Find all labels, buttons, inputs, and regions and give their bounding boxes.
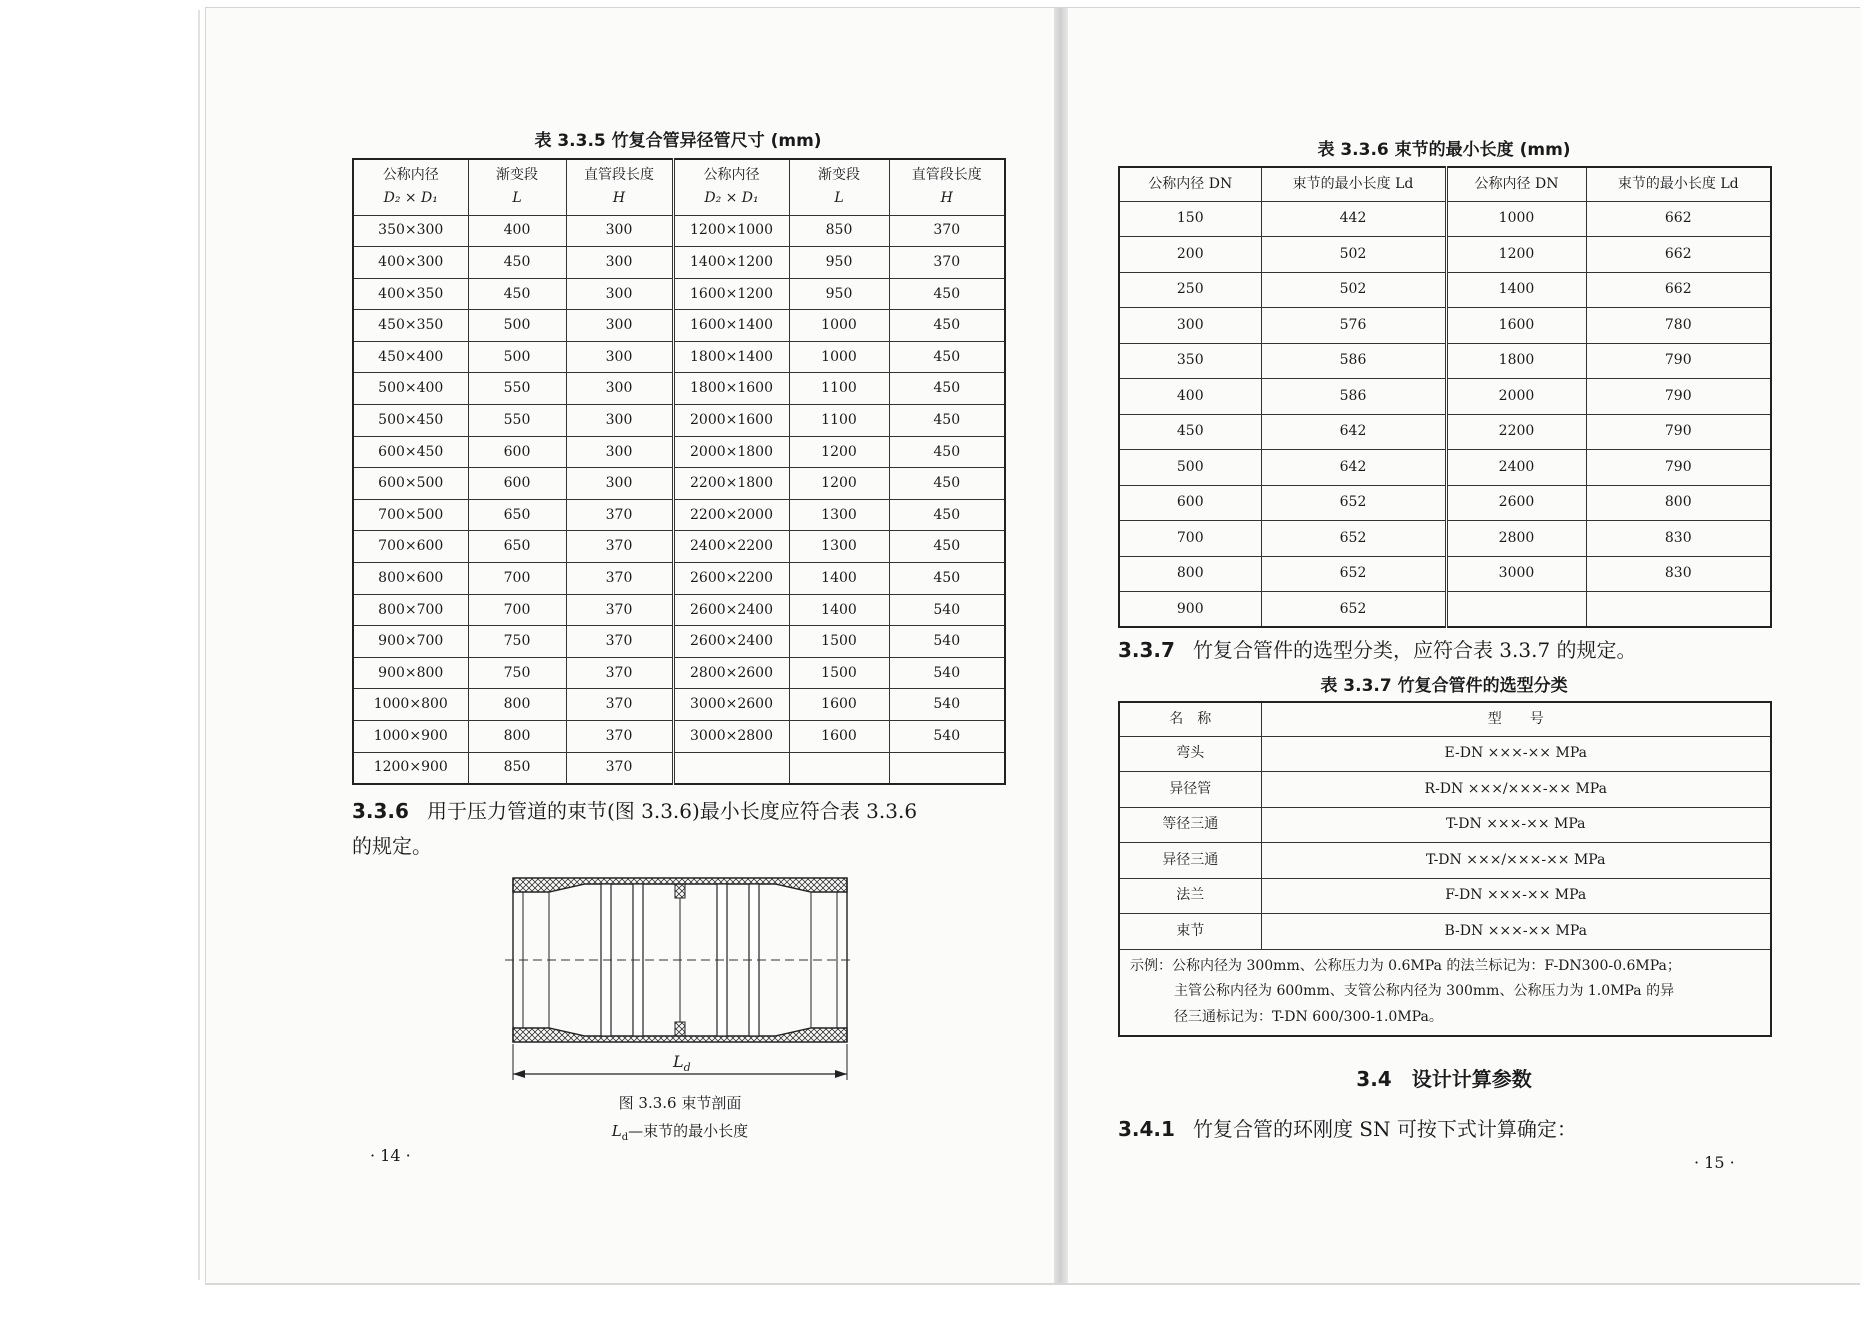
table-cell: 400 — [1119, 379, 1261, 415]
table-cell: 300 — [566, 247, 673, 279]
table-cell: 790 — [1586, 414, 1771, 450]
table-cell — [1446, 592, 1586, 628]
table-cell: 2200 — [1446, 414, 1586, 450]
table-row — [1119, 308, 1771, 344]
table-row — [353, 657, 1005, 689]
table-cell: 800 — [1119, 556, 1261, 592]
table-row — [1119, 414, 1771, 450]
table-cell: 450 — [889, 468, 1005, 500]
table-cell: 200 — [1119, 237, 1261, 273]
page-number-left: · 14 · — [370, 1146, 411, 1165]
table-row — [1119, 485, 1771, 521]
table-cell: 652 — [1261, 485, 1446, 521]
table-cell: 弯头 — [1119, 736, 1261, 772]
clause-text: 用于压力管道的束节(图 3.3.6)最小长度应符合表 3.3.6 — [426, 799, 918, 823]
table-cell: 800 — [468, 721, 566, 753]
table-cell: B-DN ×××-×× MPa — [1261, 914, 1771, 950]
table-row — [1119, 772, 1771, 808]
book-gutter — [1054, 8, 1068, 1283]
header-cell: 渐变段 L — [789, 159, 889, 215]
table-cell: 2600×2200 — [673, 563, 789, 595]
table-cell: 1800×1400 — [673, 341, 789, 373]
table-example-row — [1119, 949, 1771, 1036]
table-row — [353, 436, 1005, 468]
figure-legend: $L_d—$束节的最小长度 — [611, 1122, 749, 1143]
table-cell: 3000×2600 — [673, 689, 789, 721]
header-cell: 直管段长度 H — [566, 159, 673, 215]
table-row — [1119, 237, 1771, 273]
table-cell: 2600×2400 — [673, 626, 789, 658]
table-cell: 300 — [566, 405, 673, 437]
clause-text: 竹复合管的环刚度 SN 可按下式计算确定： — [1192, 1117, 1577, 1141]
table-cell: 1100 — [789, 405, 889, 437]
table-cell: 450×350 — [353, 310, 468, 342]
section-34-heading: 3.4 设计计算参数 — [1356, 1067, 1532, 1091]
header-cell: 公称内径 D₂ × D₁ — [353, 159, 468, 215]
table-row — [353, 721, 1005, 753]
table-336-title: 表 3.3.6 束节的最小长度 (mm) — [1317, 140, 1571, 160]
table-cell: 1400×1200 — [673, 247, 789, 279]
table-cell: 1800×1600 — [673, 373, 789, 405]
table-cell: 500×450 — [353, 405, 468, 437]
table-cell: 1300 — [789, 499, 889, 531]
table-cell: 800 — [1586, 485, 1771, 521]
table-row — [1119, 343, 1771, 379]
table-cell: R-DN ×××/×××-×× MPa — [1261, 772, 1771, 808]
table-335 — [352, 158, 1006, 785]
table-335-title: 表 3.3.5 竹复合管异径管尺寸 (mm) — [534, 131, 822, 151]
table-cell: 950 — [789, 247, 889, 279]
table-cell: 500 — [468, 341, 566, 373]
table-cell: 2600 — [1446, 485, 1586, 521]
table-cell: 异径三通 — [1119, 843, 1261, 879]
table-cell: 2200×2000 — [673, 499, 789, 531]
table-cell: 1600×1200 — [673, 278, 789, 310]
table-row — [1119, 201, 1771, 237]
header-cell: 公称内径 DN — [1119, 167, 1261, 201]
table-cell: 830 — [1586, 521, 1771, 557]
table-cell: 650 — [468, 499, 566, 531]
table-cell: 450 — [889, 405, 1005, 437]
table-cell: 400×350 — [353, 278, 468, 310]
table-cell: 540 — [889, 721, 1005, 753]
table-cell: 450 — [889, 436, 1005, 468]
table-cell: 异径管 — [1119, 772, 1261, 808]
header-cell: 直管段长度 H — [889, 159, 1005, 215]
table-cell: 450 — [889, 278, 1005, 310]
header-cell: 渐变段 L — [468, 159, 566, 215]
table-header-row — [1119, 167, 1771, 201]
table-row — [1119, 556, 1771, 592]
clause-336 — [352, 794, 917, 829]
table-cell: 900 — [1119, 592, 1261, 628]
table-cell: 586 — [1261, 343, 1446, 379]
table-cell: 450 — [1119, 414, 1261, 450]
table-cell: 250 — [1119, 272, 1261, 308]
table-336 — [1118, 166, 1772, 628]
table-row — [1119, 807, 1771, 843]
table-cell: 300 — [566, 310, 673, 342]
table-cell: 束节 — [1119, 914, 1261, 950]
table-row — [353, 468, 1005, 500]
table-cell: 350 — [1119, 343, 1261, 379]
table-row — [1119, 843, 1771, 879]
table-cell: 780 — [1586, 308, 1771, 344]
table-row — [1119, 878, 1771, 914]
table-cell: 370 — [566, 499, 673, 531]
table-cell: 662 — [1586, 201, 1771, 237]
table-cell: 850 — [789, 215, 889, 247]
table-cell: 1200×1000 — [673, 215, 789, 247]
table-cell — [1586, 592, 1771, 628]
table-cell: 950 — [789, 278, 889, 310]
table-cell: 600 — [468, 468, 566, 500]
table-cell: 1100 — [789, 373, 889, 405]
table-cell: 300 — [566, 373, 673, 405]
table-cell: 642 — [1261, 450, 1446, 486]
table-cell: T-DN ×××/×××-×× MPa — [1261, 843, 1771, 879]
table-cell — [889, 752, 1005, 784]
table-cell: 900×700 — [353, 626, 468, 658]
header-cell: 公称内径 D₂ × D₁ — [673, 159, 789, 215]
table-cell: 800×600 — [353, 563, 468, 595]
table-cell: 830 — [1586, 556, 1771, 592]
table-cell: 370 — [566, 689, 673, 721]
table-row — [353, 341, 1005, 373]
table-cell: 540 — [889, 626, 1005, 658]
table-cell: 1300 — [789, 531, 889, 563]
table-cell: 2400×2200 — [673, 531, 789, 563]
table-337-title: 表 3.3.7 竹复合管件的选型分类 — [1320, 676, 1568, 696]
table-cell: 600×500 — [353, 468, 468, 500]
table-cell — [673, 752, 789, 784]
table-cell: 1200×900 — [353, 752, 468, 784]
table-cell: 350×300 — [353, 215, 468, 247]
table-cell: 600×450 — [353, 436, 468, 468]
table-row — [353, 626, 1005, 658]
table-cell: 370 — [566, 657, 673, 689]
figure-caption: 图 3.3.6 束节剖面 — [618, 1094, 742, 1112]
table-cell: 500 — [468, 310, 566, 342]
table-row — [1119, 272, 1771, 308]
table-row — [353, 531, 1005, 563]
table-row — [353, 752, 1005, 784]
coupling-section-figure — [505, 870, 855, 1090]
table-row — [1119, 914, 1771, 950]
table-cell: 300 — [566, 215, 673, 247]
example-line: 示例：公称内径为 300mm、公称压力为 0.6MPa 的法兰标记为：F-DN300-0.6MPa； — [1130, 957, 1681, 974]
table-row — [353, 689, 1005, 721]
clause-text: 竹复合管件的选型分类，应符合表 3.3.7 的规定。 — [1192, 638, 1637, 662]
table-row — [1119, 379, 1771, 415]
table-cell: 450 — [889, 373, 1005, 405]
table-cell: 550 — [468, 405, 566, 437]
table-row — [1119, 521, 1771, 557]
clause-number: 3.3.7 — [1118, 638, 1175, 662]
table-row — [1119, 592, 1771, 628]
table-cell: 370 — [566, 752, 673, 784]
table-cell: 650 — [468, 531, 566, 563]
table-row — [353, 499, 1005, 531]
table-cell: 662 — [1586, 272, 1771, 308]
table-cell: 150 — [1119, 201, 1261, 237]
header-cell: 型 号 — [1261, 702, 1771, 736]
table-cell: 450×400 — [353, 341, 468, 373]
table-cell: 等径三通 — [1119, 807, 1261, 843]
table-cell: 652 — [1261, 556, 1446, 592]
table-cell: 300 — [1119, 308, 1261, 344]
table-cell: 2200×1800 — [673, 468, 789, 500]
table-cell: 2000×1800 — [673, 436, 789, 468]
table-header-row — [1119, 702, 1771, 736]
center-stop — [675, 1022, 685, 1036]
table-cell: F-DN ×××-×× MPa — [1261, 878, 1771, 914]
table-row — [1119, 736, 1771, 772]
table-cell: 3000 — [1446, 556, 1586, 592]
table-cell: 700 — [468, 563, 566, 595]
table-cell: 300 — [566, 468, 673, 500]
table-row — [353, 215, 1005, 247]
page-number-right: · 15 · — [1694, 1153, 1735, 1172]
table-cell: 642 — [1261, 414, 1446, 450]
table-cell: 2600×2400 — [673, 594, 789, 626]
table-cell: 370 — [566, 563, 673, 595]
table-cell: 370 — [566, 594, 673, 626]
table-cell: 1000×900 — [353, 721, 468, 753]
table-cell: 750 — [468, 657, 566, 689]
table-cell: 400 — [468, 215, 566, 247]
table-cell: 900×800 — [353, 657, 468, 689]
table-cell: 1600 — [789, 721, 889, 753]
center-stop — [675, 884, 685, 898]
table-row — [353, 405, 1005, 437]
table-cell: 370 — [889, 215, 1005, 247]
table-cell: 450 — [468, 247, 566, 279]
table-cell: 700 — [468, 594, 566, 626]
example-note — [1119, 949, 1771, 1036]
table-cell: 750 — [468, 626, 566, 658]
table-cell: 450 — [889, 499, 1005, 531]
table-cell: 1800 — [1446, 343, 1586, 379]
clause-number: 3.4.1 — [1118, 1117, 1175, 1141]
clause-336-continued: 的规定。 — [352, 834, 432, 858]
table-cell: 500 — [1119, 450, 1261, 486]
table-row — [353, 310, 1005, 342]
table-row — [1119, 450, 1771, 486]
table-cell: 2000×1600 — [673, 405, 789, 437]
table-cell: 550 — [468, 373, 566, 405]
table-cell: 1400 — [1446, 272, 1586, 308]
table-cell: 1000 — [789, 310, 889, 342]
table-cell: 3000×2800 — [673, 721, 789, 753]
table-header-row — [353, 159, 1005, 215]
table-cell — [789, 752, 889, 784]
table-cell: 370 — [889, 247, 1005, 279]
table-cell: 502 — [1261, 237, 1446, 273]
table-cell: 450 — [889, 310, 1005, 342]
table-cell: 370 — [566, 531, 673, 563]
table-cell: 1500 — [789, 657, 889, 689]
dimension-label: $L_d$ — [673, 1052, 691, 1074]
table-cell: 450 — [889, 341, 1005, 373]
table-cell: 540 — [889, 689, 1005, 721]
table-cell: 法兰 — [1119, 878, 1261, 914]
table-cell: 662 — [1586, 237, 1771, 273]
table-cell: 1600 — [789, 689, 889, 721]
table-cell: 850 — [468, 752, 566, 784]
table-cell: 1000 — [1446, 201, 1586, 237]
table-cell: 442 — [1261, 201, 1446, 237]
table-cell: 586 — [1261, 379, 1446, 415]
table-row — [353, 563, 1005, 595]
table-cell: 790 — [1586, 343, 1771, 379]
table-cell: 300 — [566, 278, 673, 310]
table-cell: 450 — [889, 531, 1005, 563]
table-cell: 540 — [889, 594, 1005, 626]
example-line: 主管公称内径为 600mm、支管公称内径为 300mm、公称压力为 1.0MPa 的异 — [1174, 983, 1675, 1000]
table-cell: 1200 — [789, 468, 889, 500]
table-cell: 450 — [889, 563, 1005, 595]
table-cell: E-DN ×××-×× MPa — [1261, 736, 1771, 772]
table-cell: 1400 — [789, 594, 889, 626]
table-cell: 652 — [1261, 592, 1446, 628]
table-cell: 1400 — [789, 563, 889, 595]
table-cell: 300 — [566, 436, 673, 468]
table-cell: 502 — [1261, 272, 1446, 308]
table-cell: 600 — [1119, 485, 1261, 521]
table-cell: 1500 — [789, 626, 889, 658]
table-row — [353, 278, 1005, 310]
table-row — [353, 247, 1005, 279]
table-cell: 1600×1400 — [673, 310, 789, 342]
table-cell: 2800×2600 — [673, 657, 789, 689]
table-cell: 370 — [566, 626, 673, 658]
table-cell: 370 — [566, 721, 673, 753]
header-cell: 名 称 — [1119, 702, 1261, 736]
header-cell: 束节的最小长度 Ld — [1261, 167, 1446, 201]
table-row — [353, 373, 1005, 405]
table-cell: 576 — [1261, 308, 1446, 344]
clause-341 — [1118, 1112, 1577, 1147]
table-cell: 500×400 — [353, 373, 468, 405]
table-cell: 2800 — [1446, 521, 1586, 557]
table-cell: 700 — [1119, 521, 1261, 557]
table-cell: 700×500 — [353, 499, 468, 531]
table-cell: 450 — [468, 278, 566, 310]
table-cell: 790 — [1586, 450, 1771, 486]
table-cell: 800×700 — [353, 594, 468, 626]
table-cell: 1600 — [1446, 308, 1586, 344]
table-cell: 600 — [468, 436, 566, 468]
clause-number: 3.3.6 — [352, 799, 409, 823]
table-cell: 1200 — [789, 436, 889, 468]
table-cell: 540 — [889, 657, 1005, 689]
table-cell: 2400 — [1446, 450, 1586, 486]
table-cell: 400×300 — [353, 247, 468, 279]
table-cell: 1000×800 — [353, 689, 468, 721]
example-line: 径三通标记为：T-DN 600/300-1.0MPa。 — [1174, 1009, 1443, 1026]
table-cell: 1000 — [789, 341, 889, 373]
header-cell: 束节的最小长度 Ld — [1586, 167, 1771, 201]
clause-337 — [1118, 633, 1637, 668]
table-cell: 2000 — [1446, 379, 1586, 415]
table-row — [353, 594, 1005, 626]
table-cell: T-DN ×××-×× MPa — [1261, 807, 1771, 843]
table-cell: 790 — [1586, 379, 1771, 415]
table-337 — [1118, 701, 1772, 1037]
table-cell: 700×600 — [353, 531, 468, 563]
header-cell: 公称内径 DN — [1446, 167, 1586, 201]
table-cell: 800 — [468, 689, 566, 721]
table-cell: 1200 — [1446, 237, 1586, 273]
table-cell: 652 — [1261, 521, 1446, 557]
table-cell: 300 — [566, 341, 673, 373]
